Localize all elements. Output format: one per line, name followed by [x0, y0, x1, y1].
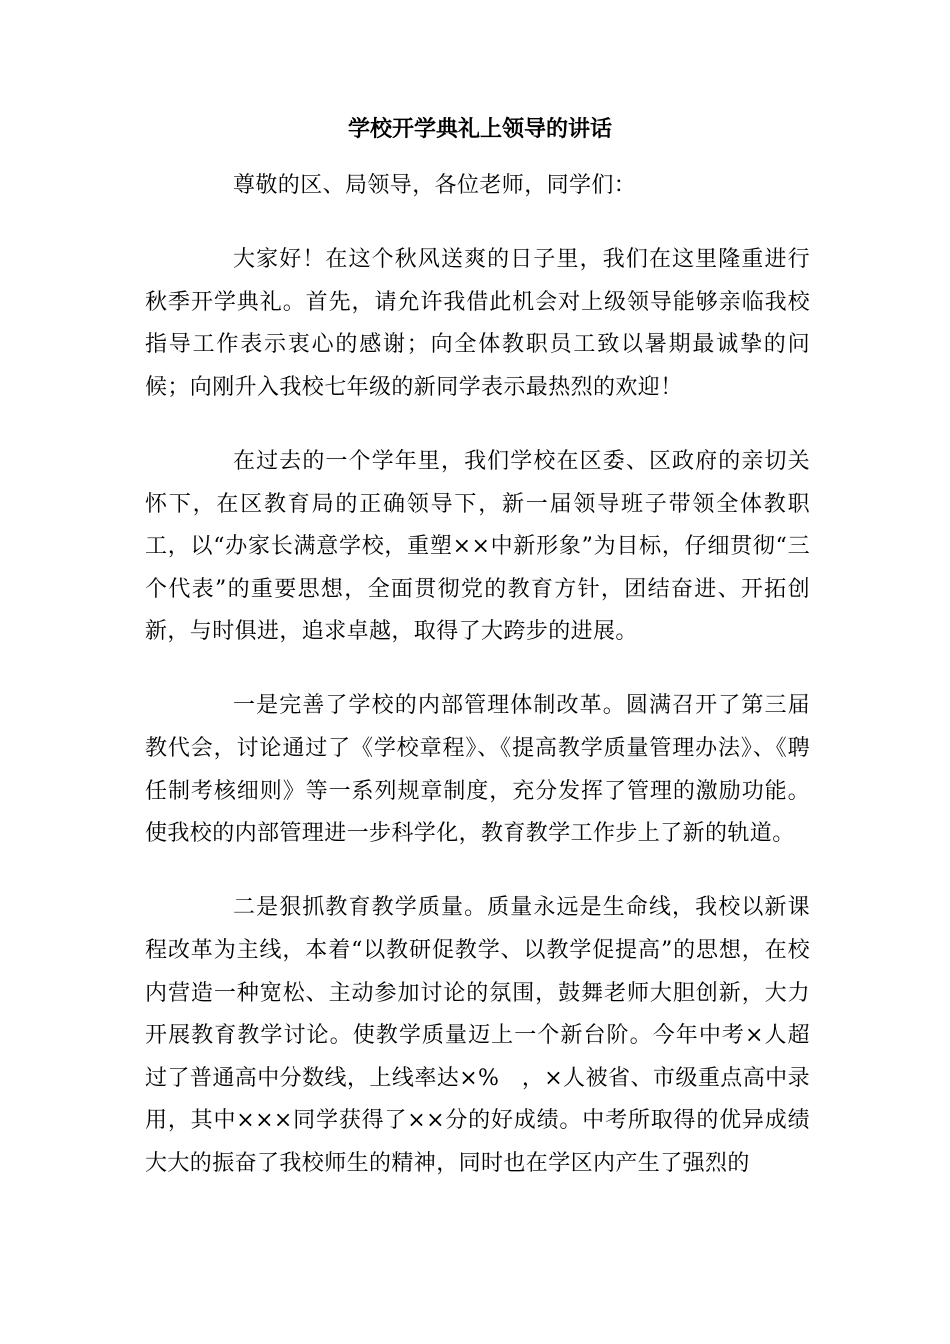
- document-title: 学校开学典礼上领导的讲话: [347, 116, 612, 142]
- greeting-paragraph: 大家好！在这个秋风送爽的日子里，我们在这里隆重进行秋季开学典礼。首先，请允许我借此机会对上级领导能够亲临我校指导工作表示衷心的感谢；向全体教职员工致以暑期最诚挚的问候；向刚升入我校七年级的新同学表示最热烈的欢迎！: [145, 247, 810, 400]
- salutation-paragraph: 尊敬的区、局领导，各位老师，同学们：: [233, 173, 637, 198]
- review-paragraph: 在过去的一个学年里，我们学校在区委、区政府的亲切关怀下，在区教育局的正确领导下，新一届领导班子带领全体教职工，以“办家长满意学校，重塑××中新形象”为目标，仔细贯彻“三个代表”的重要思想，全面贯彻党的教育方针，团结奋进、开拓创新，与时俱进，追求卓越，取得了大跨步的进展。: [145, 448, 810, 645]
- management-paragraph: 一是完善了学校的内部管理体制改革。圆满召开了第三届教代会，讨论通过了《学校章程》、《提高教学质量管理办法》、《聘任制考核细则》等一系列规章制度，充分发挥了管理的激励功能。使我校的内部管理进一步科学化，教育教学工作步上了新的轨道。: [145, 693, 810, 847]
- quality-paragraph: 二是狠抓教育教学质量。质量永远是生命线，我校以新课程改革为主线，本着“以教研促教学、以教学促提高”的思想，在校内营造一种宽松、主动参加讨论的氛围，鼓舞老师大胆创新，大力开展教育教学讨论。使教学质量迈上一个新台阶。今年中考×人超过了普通高中分数线，上线率达×% ，×人被省、市级重点高中录用，其中×××同学获得了××分的好成绩。中考所取得的优异成绩大大的振奋了我校师生的精神，同时也在学区内产生了强烈的: [145, 895, 810, 1176]
- document-body: [145, 165, 810, 1185]
